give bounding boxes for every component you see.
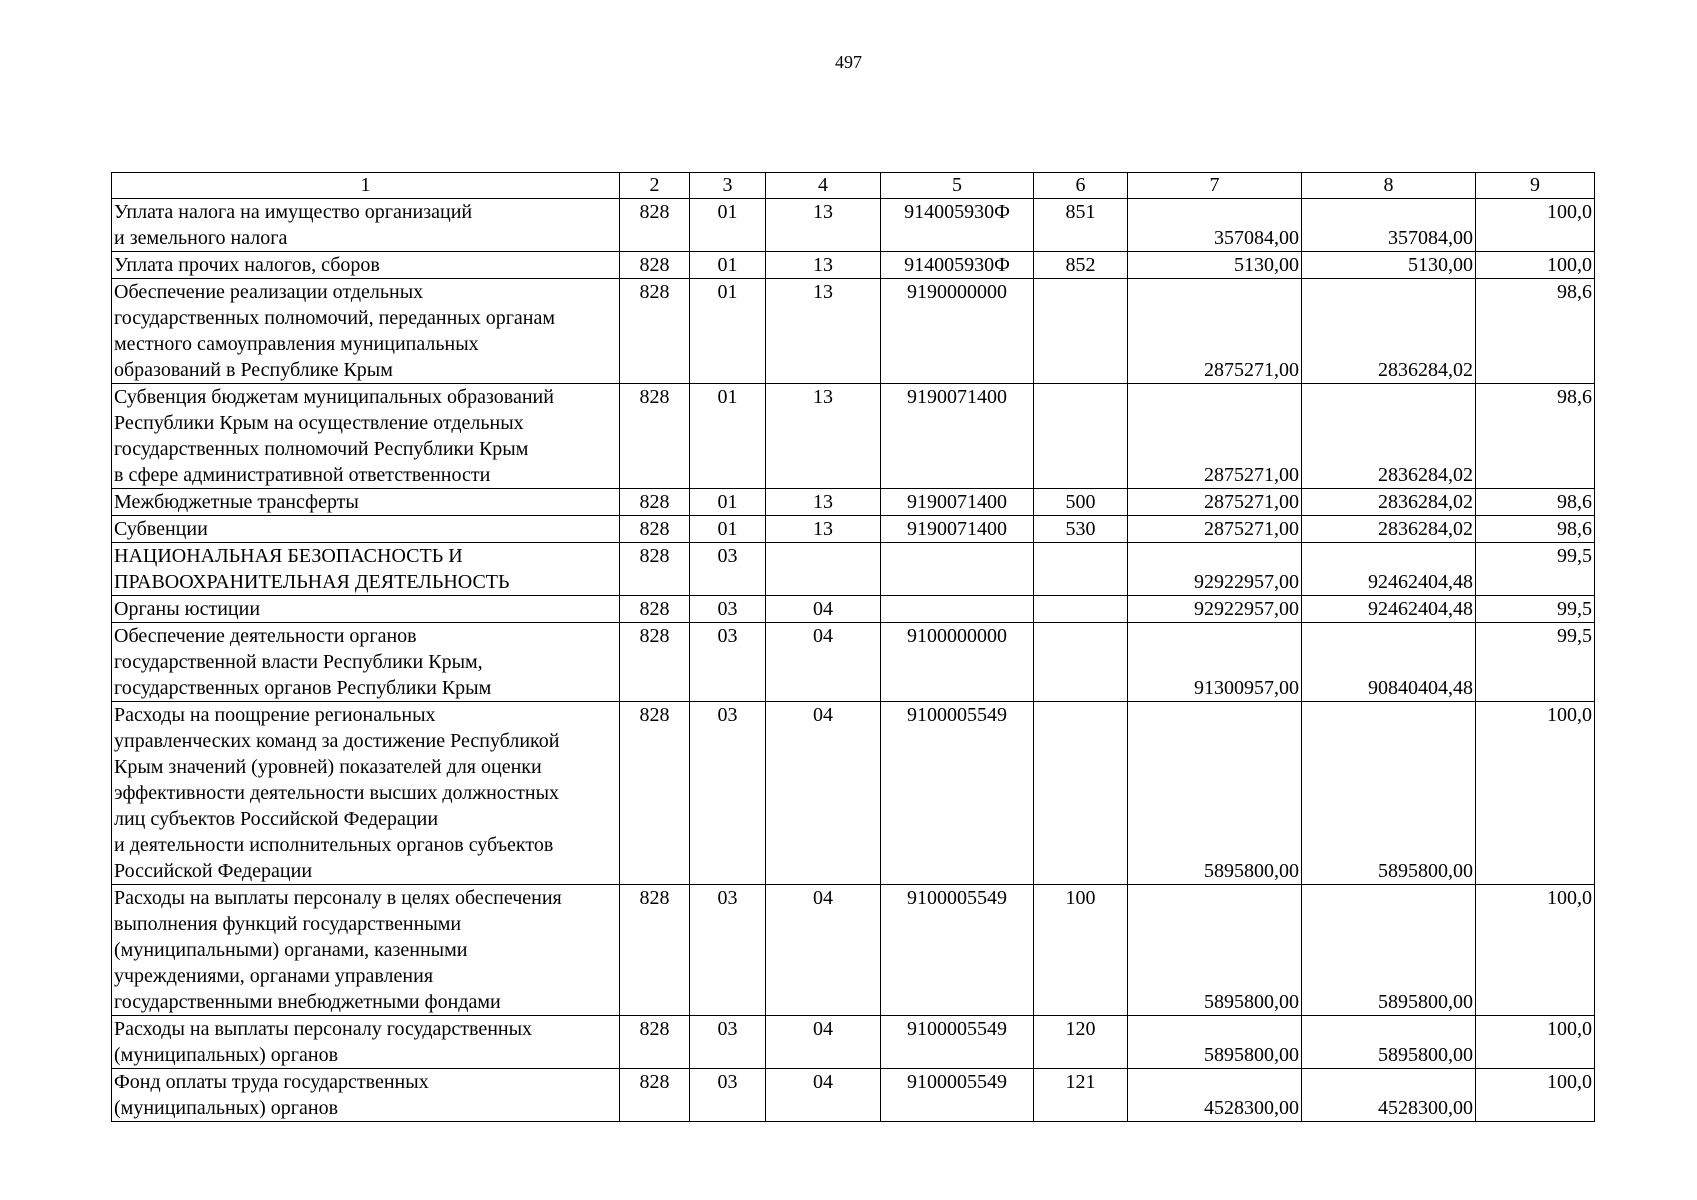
row-plan-amount-text: 4528300,00 bbox=[1204, 1097, 1299, 1119]
row-actual-amount-text: 2836284,02 bbox=[1378, 359, 1473, 381]
row-expense-type-text: 121 bbox=[1065, 1071, 1096, 1093]
page-number: 497 bbox=[835, 52, 862, 72]
row-execution-percent bbox=[1476, 885, 1595, 1016]
row-plan-amount bbox=[1128, 623, 1302, 702]
row-actual-amount bbox=[1302, 489, 1476, 516]
row-target-article bbox=[881, 252, 1034, 279]
row-execution-percent-text: 100,0 bbox=[1547, 254, 1592, 276]
row-section-code bbox=[690, 384, 766, 489]
row-name-text: Фонд оплаты труда государственных (муниципальных) органов bbox=[114, 1071, 429, 1119]
row-name-text: Расходы на выплаты персоналу в целях обеспечения выполнения функций государственными (муниципальными) органами, казенными учреждениями, органами управления государственными внебюджетными фондами bbox=[114, 887, 562, 1013]
table-row bbox=[112, 489, 1595, 516]
row-section-code-text: 01 bbox=[717, 518, 738, 540]
row-execution-percent bbox=[1476, 1016, 1595, 1069]
row-actual-amount-text: 5895800,00 bbox=[1378, 991, 1473, 1013]
row-name bbox=[112, 489, 620, 516]
row-subsection-code-text: 13 bbox=[813, 491, 833, 513]
table-row bbox=[112, 543, 1595, 596]
row-expense-type bbox=[1034, 516, 1128, 543]
table-row bbox=[112, 596, 1595, 623]
row-actual-amount-text: 92462404,48 bbox=[1368, 598, 1473, 620]
row-admin-code bbox=[620, 252, 690, 279]
row-execution-percent bbox=[1476, 516, 1595, 543]
row-admin-code bbox=[620, 516, 690, 543]
row-target-article bbox=[881, 1069, 1034, 1122]
row-section-code bbox=[690, 885, 766, 1016]
row-expense-type bbox=[1034, 252, 1128, 279]
row-execution-percent-text: 100,0 bbox=[1547, 201, 1592, 223]
row-section-code-text: 01 bbox=[717, 491, 738, 513]
row-expense-type-text: 120 bbox=[1065, 1018, 1096, 1040]
row-admin-code bbox=[620, 489, 690, 516]
row-plan-amount-text: 92922957,00 bbox=[1194, 598, 1299, 620]
row-plan-amount bbox=[1128, 596, 1302, 623]
row-admin-code bbox=[620, 199, 690, 252]
row-execution-percent-text: 98,6 bbox=[1557, 491, 1592, 513]
budget-table bbox=[111, 172, 1595, 1122]
row-execution-percent bbox=[1476, 252, 1595, 279]
row-subsection-code bbox=[766, 623, 881, 702]
row-section-code-text: 01 bbox=[717, 201, 738, 223]
table-row bbox=[112, 885, 1595, 1016]
row-target-article-text: 9100000000 bbox=[907, 625, 1007, 647]
row-target-article-text: 9100005549 bbox=[907, 1071, 1007, 1093]
row-admin-code-text: 828 bbox=[639, 518, 670, 540]
row-target-article bbox=[881, 1016, 1034, 1069]
row-plan-amount-text: 2875271,00 bbox=[1204, 464, 1299, 486]
row-actual-amount bbox=[1302, 596, 1476, 623]
row-execution-percent bbox=[1476, 489, 1595, 516]
row-admin-code bbox=[620, 596, 690, 623]
row-subsection-code bbox=[766, 489, 881, 516]
row-plan-amount-text: 2875271,00 bbox=[1204, 491, 1299, 513]
header-col-8: 8 bbox=[1302, 173, 1476, 199]
row-actual-amount bbox=[1302, 623, 1476, 702]
row-subsection-code bbox=[766, 384, 881, 489]
row-plan-amount bbox=[1128, 1069, 1302, 1122]
row-plan-amount bbox=[1128, 384, 1302, 489]
row-plan-amount-text: 357084,00 bbox=[1214, 227, 1299, 249]
row-expense-type-text: 100 bbox=[1065, 887, 1096, 909]
row-target-article-text: 9100005549 bbox=[907, 704, 1007, 726]
row-section-code-text: 01 bbox=[717, 281, 738, 303]
table-body bbox=[112, 199, 1595, 1122]
row-execution-percent bbox=[1476, 1069, 1595, 1122]
table-row bbox=[112, 384, 1595, 489]
row-name bbox=[112, 1016, 620, 1069]
row-subsection-code-text: 04 bbox=[813, 625, 833, 647]
table-row bbox=[112, 279, 1595, 384]
row-actual-amount-text: 2836284,02 bbox=[1378, 491, 1473, 513]
row-execution-percent-text: 100,0 bbox=[1547, 1071, 1592, 1093]
row-section-code bbox=[690, 516, 766, 543]
row-section-code bbox=[690, 596, 766, 623]
row-expense-type bbox=[1034, 1069, 1128, 1122]
row-admin-code-text: 828 bbox=[639, 386, 670, 408]
row-expense-type bbox=[1034, 596, 1128, 623]
row-subsection-code-text: 04 bbox=[813, 1071, 833, 1093]
row-admin-code-text: 828 bbox=[639, 625, 670, 647]
table-row bbox=[112, 1069, 1595, 1122]
row-name-text: Межбюджетные трансферты bbox=[114, 491, 359, 513]
row-subsection-code-text: 04 bbox=[813, 704, 833, 726]
row-target-article-text: 914005930Ф bbox=[904, 201, 1010, 223]
row-target-article bbox=[881, 279, 1034, 384]
header-col-6: 6 bbox=[1034, 173, 1128, 199]
header-col-9: 9 bbox=[1476, 173, 1595, 199]
row-plan-amount bbox=[1128, 885, 1302, 1016]
row-actual-amount-text: 90840404,48 bbox=[1368, 677, 1473, 699]
row-plan-amount bbox=[1128, 543, 1302, 596]
header-row bbox=[112, 173, 1595, 199]
row-admin-code-text: 828 bbox=[639, 1071, 670, 1093]
row-name-text: Уплата налога на имущество организаций и земельного налога bbox=[114, 201, 473, 249]
row-actual-amount-text: 5130,00 bbox=[1408, 254, 1473, 276]
row-section-code bbox=[690, 543, 766, 596]
row-plan-amount-text: 92922957,00 bbox=[1194, 571, 1299, 593]
row-section-code-text: 03 bbox=[717, 625, 738, 647]
row-name-text: Уплата прочих налогов, сборов bbox=[114, 254, 380, 276]
row-plan-amount-text: 91300957,00 bbox=[1194, 677, 1299, 699]
row-actual-amount-text: 2836284,02 bbox=[1378, 464, 1473, 486]
row-expense-type-text: 530 bbox=[1065, 518, 1096, 540]
row-name-text: Расходы на поощрение региональных управленческих команд за достижение Республикой Крым значений (уровней) показателей для оценки эффективности деятельности высших должностных лиц субъектов Российской Федерации и деятельности исполнительных органов субъектов Российской Федерации bbox=[114, 704, 560, 882]
row-actual-amount bbox=[1302, 885, 1476, 1016]
row-execution-percent-text: 100,0 bbox=[1547, 887, 1592, 909]
row-expense-type bbox=[1034, 1016, 1128, 1069]
row-actual-amount bbox=[1302, 252, 1476, 279]
row-actual-amount bbox=[1302, 543, 1476, 596]
row-target-article-text: 914005930Ф bbox=[904, 254, 1010, 276]
table-row bbox=[112, 623, 1595, 702]
row-expense-type-text: 852 bbox=[1065, 254, 1096, 276]
row-admin-code bbox=[620, 384, 690, 489]
row-name-text: Органы юстиции bbox=[114, 598, 261, 620]
row-actual-amount bbox=[1302, 702, 1476, 885]
row-admin-code-text: 828 bbox=[639, 201, 670, 223]
row-execution-percent-text: 98,6 bbox=[1557, 386, 1592, 408]
row-subsection-code bbox=[766, 279, 881, 384]
row-subsection-code-text: 13 bbox=[813, 386, 833, 408]
row-name-text: Субвенция бюджетам муниципальных образований Республики Крым на осуществление отдельных государственных полномочий Республики Крым в сфере административной ответственности bbox=[114, 386, 554, 486]
row-admin-code bbox=[620, 702, 690, 885]
row-actual-amount bbox=[1302, 199, 1476, 252]
row-actual-amount-text: 4528300,00 bbox=[1378, 1097, 1473, 1119]
header-col-7: 7 bbox=[1128, 173, 1302, 199]
row-expense-type bbox=[1034, 885, 1128, 1016]
row-section-code-text: 01 bbox=[717, 386, 738, 408]
row-name-text: Расходы на выплаты персоналу государственных (муниципальных) органов bbox=[114, 1018, 533, 1066]
row-target-article bbox=[881, 702, 1034, 885]
row-execution-percent bbox=[1476, 199, 1595, 252]
row-target-article-text: 9190071400 bbox=[907, 491, 1007, 513]
table-row bbox=[112, 516, 1595, 543]
row-target-article bbox=[881, 596, 1034, 623]
header-col-5: 5 bbox=[881, 173, 1034, 199]
row-admin-code-text: 828 bbox=[639, 704, 670, 726]
row-target-article bbox=[881, 623, 1034, 702]
row-plan-amount bbox=[1128, 279, 1302, 384]
row-name bbox=[112, 885, 620, 1016]
row-admin-code bbox=[620, 279, 690, 384]
row-section-code-text: 03 bbox=[717, 598, 738, 620]
row-subsection-code bbox=[766, 1069, 881, 1122]
row-execution-percent-text: 98,6 bbox=[1557, 518, 1592, 540]
row-target-article bbox=[881, 489, 1034, 516]
row-plan-amount bbox=[1128, 516, 1302, 543]
row-plan-amount-text: 2875271,00 bbox=[1204, 518, 1299, 540]
row-section-code bbox=[690, 1069, 766, 1122]
row-target-article bbox=[881, 199, 1034, 252]
row-expense-type bbox=[1034, 702, 1128, 885]
row-section-code bbox=[690, 702, 766, 885]
row-section-code-text: 01 bbox=[717, 254, 738, 276]
row-admin-code-text: 828 bbox=[639, 281, 670, 303]
row-subsection-code-text: 04 bbox=[813, 887, 833, 909]
row-execution-percent bbox=[1476, 596, 1595, 623]
table-row bbox=[112, 1016, 1595, 1069]
row-subsection-code bbox=[766, 596, 881, 623]
row-name-text: НАЦИОНАЛЬНАЯ БЕЗОПАСНОСТЬ И ПРАВООХРАНИТЕЛЬНАЯ ДЕЯТЕЛЬНОСТЬ bbox=[114, 545, 510, 593]
row-section-code-text: 03 bbox=[717, 1018, 738, 1040]
row-section-code-text: 03 bbox=[717, 887, 738, 909]
row-admin-code bbox=[620, 1016, 690, 1069]
row-execution-percent bbox=[1476, 702, 1595, 885]
row-admin-code bbox=[620, 885, 690, 1016]
row-actual-amount-text: 357084,00 bbox=[1388, 227, 1473, 249]
row-name-text: Обеспечение деятельности органов государственной власти Республики Крым, государственных органов Республики Крым bbox=[114, 625, 492, 699]
row-actual-amount-text: 5895800,00 bbox=[1378, 1044, 1473, 1066]
row-plan-amount bbox=[1128, 1016, 1302, 1069]
row-name bbox=[112, 252, 620, 279]
row-name bbox=[112, 199, 620, 252]
row-expense-type bbox=[1034, 279, 1128, 384]
row-actual-amount bbox=[1302, 1069, 1476, 1122]
row-expense-type-text: 851 bbox=[1065, 201, 1096, 223]
row-target-article bbox=[881, 384, 1034, 489]
row-subsection-code bbox=[766, 885, 881, 1016]
row-execution-percent-text: 98,6 bbox=[1557, 281, 1592, 303]
row-subsection-code-text: 13 bbox=[813, 518, 833, 540]
row-admin-code bbox=[620, 623, 690, 702]
row-plan-amount bbox=[1128, 489, 1302, 516]
row-section-code bbox=[690, 489, 766, 516]
row-admin-code-text: 828 bbox=[639, 545, 670, 567]
row-section-code bbox=[690, 1016, 766, 1069]
header-col-4: 4 bbox=[766, 173, 881, 199]
row-name bbox=[112, 1069, 620, 1122]
header-col-1: 1 bbox=[112, 173, 620, 199]
row-plan-amount bbox=[1128, 252, 1302, 279]
row-actual-amount bbox=[1302, 1016, 1476, 1069]
row-plan-amount-text: 2875271,00 bbox=[1204, 359, 1299, 381]
row-name bbox=[112, 596, 620, 623]
row-section-code-text: 03 bbox=[717, 545, 738, 567]
row-name bbox=[112, 516, 620, 543]
table-header bbox=[112, 173, 1595, 199]
row-expense-type bbox=[1034, 623, 1128, 702]
row-plan-amount bbox=[1128, 702, 1302, 885]
row-execution-percent bbox=[1476, 384, 1595, 489]
row-subsection-code bbox=[766, 702, 881, 885]
row-admin-code-text: 828 bbox=[639, 887, 670, 909]
header-col-3: 3 bbox=[690, 173, 766, 199]
row-target-article-text: 9190071400 bbox=[907, 518, 1007, 540]
row-expense-type bbox=[1034, 384, 1128, 489]
row-subsection-code-text: 13 bbox=[813, 254, 833, 276]
row-name-text: Субвенции bbox=[114, 518, 208, 540]
row-execution-percent bbox=[1476, 623, 1595, 702]
row-plan-amount-text: 5895800,00 bbox=[1204, 1044, 1299, 1066]
row-execution-percent-text: 100,0 bbox=[1547, 704, 1592, 726]
row-section-code bbox=[690, 199, 766, 252]
row-subsection-code bbox=[766, 543, 881, 596]
row-execution-percent bbox=[1476, 279, 1595, 384]
row-target-article-text: 9100005549 bbox=[907, 887, 1007, 909]
row-subsection-code bbox=[766, 199, 881, 252]
row-target-article bbox=[881, 543, 1034, 596]
row-section-code bbox=[690, 279, 766, 384]
row-name bbox=[112, 543, 620, 596]
row-plan-amount-text: 5130,00 bbox=[1234, 254, 1299, 276]
row-subsection-code bbox=[766, 516, 881, 543]
row-actual-amount-text: 2836284,02 bbox=[1378, 518, 1473, 540]
row-subsection-code-text: 04 bbox=[813, 1018, 833, 1040]
row-execution-percent bbox=[1476, 543, 1595, 596]
row-section-code bbox=[690, 623, 766, 702]
row-target-article-text: 9100005549 bbox=[907, 1018, 1007, 1040]
row-actual-amount-text: 92462404,48 bbox=[1368, 571, 1473, 593]
row-plan-amount bbox=[1128, 199, 1302, 252]
row-expense-type-text: 500 bbox=[1065, 491, 1096, 513]
row-subsection-code bbox=[766, 1016, 881, 1069]
row-admin-code-text: 828 bbox=[639, 1018, 670, 1040]
row-execution-percent-text: 99,5 bbox=[1557, 545, 1592, 567]
table-row bbox=[112, 702, 1595, 885]
row-expense-type bbox=[1034, 199, 1128, 252]
row-actual-amount bbox=[1302, 516, 1476, 543]
table-row bbox=[112, 199, 1595, 252]
row-section-code-text: 03 bbox=[717, 1071, 738, 1093]
table-row bbox=[112, 252, 1595, 279]
row-subsection-code-text: 13 bbox=[813, 281, 833, 303]
row-expense-type bbox=[1034, 489, 1128, 516]
row-plan-amount-text: 5895800,00 bbox=[1204, 991, 1299, 1013]
row-actual-amount bbox=[1302, 384, 1476, 489]
row-target-article bbox=[881, 885, 1034, 1016]
row-name bbox=[112, 384, 620, 489]
header-col-2: 2 bbox=[620, 173, 690, 199]
row-execution-percent-text: 99,5 bbox=[1557, 625, 1592, 647]
row-admin-code bbox=[620, 543, 690, 596]
row-name bbox=[112, 702, 620, 885]
row-subsection-code-text: 13 bbox=[813, 201, 833, 223]
row-execution-percent-text: 100,0 bbox=[1547, 1018, 1592, 1040]
row-admin-code-text: 828 bbox=[639, 598, 670, 620]
row-admin-code-text: 828 bbox=[639, 491, 670, 513]
row-subsection-code bbox=[766, 252, 881, 279]
row-target-article-text: 9190071400 bbox=[907, 386, 1007, 408]
row-execution-percent-text: 99,5 bbox=[1557, 598, 1592, 620]
row-admin-code bbox=[620, 1069, 690, 1122]
row-name bbox=[112, 623, 620, 702]
row-target-article-text: 9190000000 bbox=[907, 281, 1007, 303]
row-admin-code-text: 828 bbox=[639, 254, 670, 276]
row-name bbox=[112, 279, 620, 384]
row-name-text: Обеспечение реализации отдельных государственных полномочий, переданных органам местного самоуправления муниципальных образований в Республике Крым bbox=[114, 281, 556, 381]
row-actual-amount-text: 5895800,00 bbox=[1378, 860, 1473, 882]
row-expense-type bbox=[1034, 543, 1128, 596]
row-plan-amount-text: 5895800,00 bbox=[1204, 860, 1299, 882]
row-target-article bbox=[881, 516, 1034, 543]
row-section-code-text: 03 bbox=[717, 704, 738, 726]
row-actual-amount bbox=[1302, 279, 1476, 384]
row-section-code bbox=[690, 252, 766, 279]
row-subsection-code-text: 04 bbox=[813, 598, 833, 620]
